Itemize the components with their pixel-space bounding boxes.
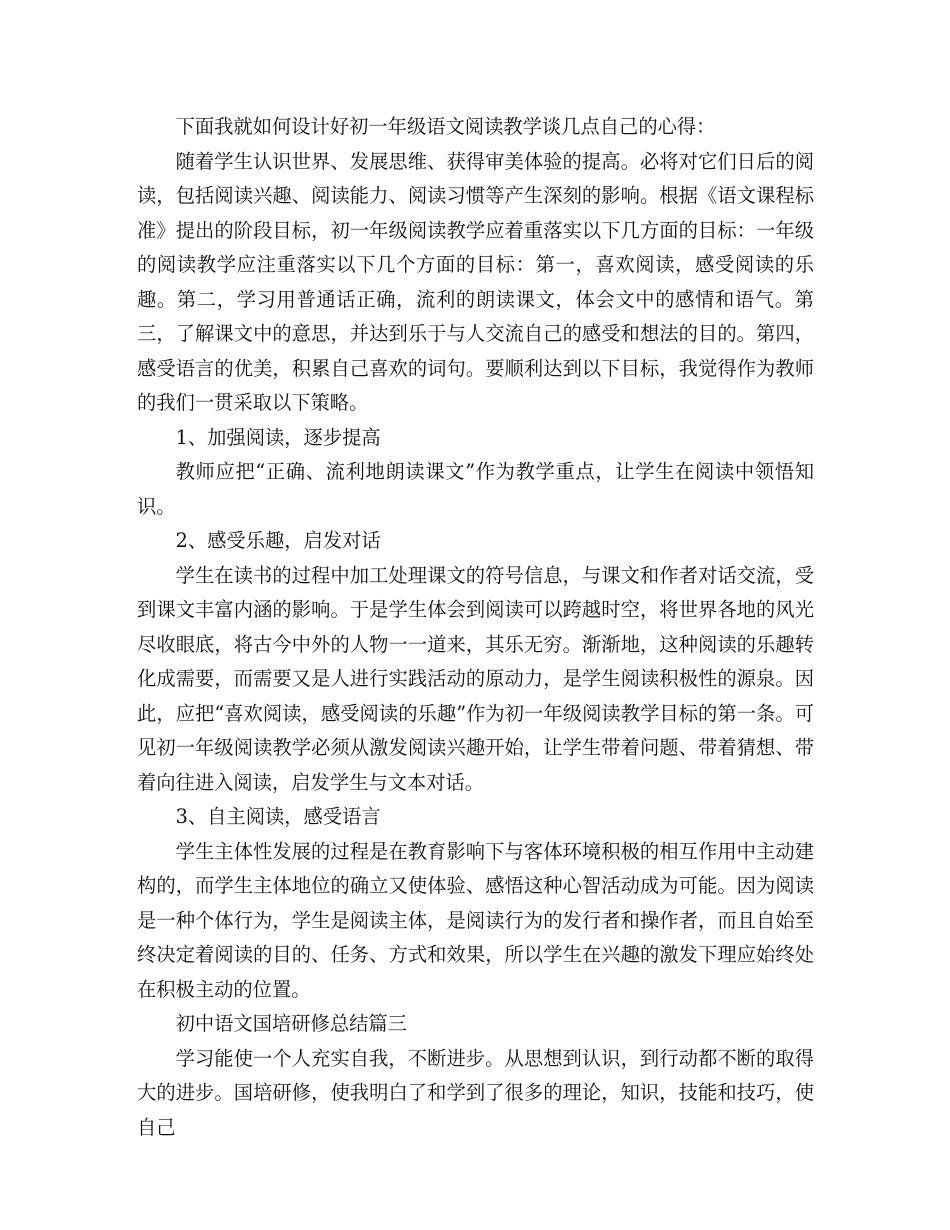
section-heading-2: 2、感受乐趣，启发对话 [175,529,381,552]
article-title-part-3: 初中语文国培研修总结篇三 [175,1012,407,1035]
paragraph-part-3: 学习能使一个人充实自我，不断进步。从思想到认识，到行动都不断的取得大的进步。国培研修，使我明白了和学到了很多的理论，知识，技能和技巧，使自己 [137,1046,814,1139]
document-body [137,110,814,1145]
paragraph-section-1: 教师应把“正确、流利地朗读课文”作为教学重点，让学生在阅读中领悟知识。 [137,460,814,518]
paragraph-section-3: 学生主体性发展的过程是在教育影响下与客体环境积极的相互作用中主动建构的，而学生主体地位的确立又使体验、感悟这种心智活动成为可能。因为阅读是一种个体行为，学生是阅读主体，是阅读行为的发行者和操作者，而且自始至终决定着阅读的目的、任务、方式和效果，所以学生在兴趣的激发下理应始终处在积极主动的位置。 [137,839,814,1001]
section-heading-3: 3、自主阅读，感受语言 [175,805,381,828]
section-heading-1: 1、加强阅读，逐步提高 [175,425,381,449]
paragraph-reading-goals: 随着学生认识世界、发展思维、获得审美体验的提高。必将对它们日后的阅读，包括阅读兴趣、阅读能力、阅读习惯等产生深刻的影响。根据《语文课程标准》提出的阶段目标，初一年级阅读教学应着重落实以下几方面的目标：一年级的阅读教学应注重落实以下几个方面的目标：第一，喜欢阅读，感受阅读的乐趣。第二，学习用普通话正确，流利的朗读课文，体会文中的感情和语气。第三，了解课文中的意思，并达到乐于与人交流自己的感受和想法的目的。第四，感受语言的优美，积累自己喜欢的词句。要顺利达到以下目标，我觉得作为教师的我们一贯采取以下策略。 [137,149,814,414]
paragraph-intro: 下面我就如何设计好初一年级语文阅读教学谈几点自己的心得： [175,115,716,138]
paragraph-section-2: 学生在读书的过程中加工处理课文的符号信息，与课文和作者对话交流，受到课文丰富内涵的影响。于是学生体会到阅读可以跨越时空，将世界各地的风光尽收眼底，将古今中外的人物一一道来，其乐无穷。渐渐地，这种阅读的乐趣转化成需要，而需要又是人进行实践活动的原动力，是学生阅读积极性的源泉。因此，应把“喜欢阅读，感受阅读的乐趣”作为初一年级阅读教学目标的第一条。可见初一年级阅读教学必须从激发阅读兴趣开始，让学生带着问题、带着猜想、带着向往进入阅读，启发学生与文本对话。 [137,563,814,794]
